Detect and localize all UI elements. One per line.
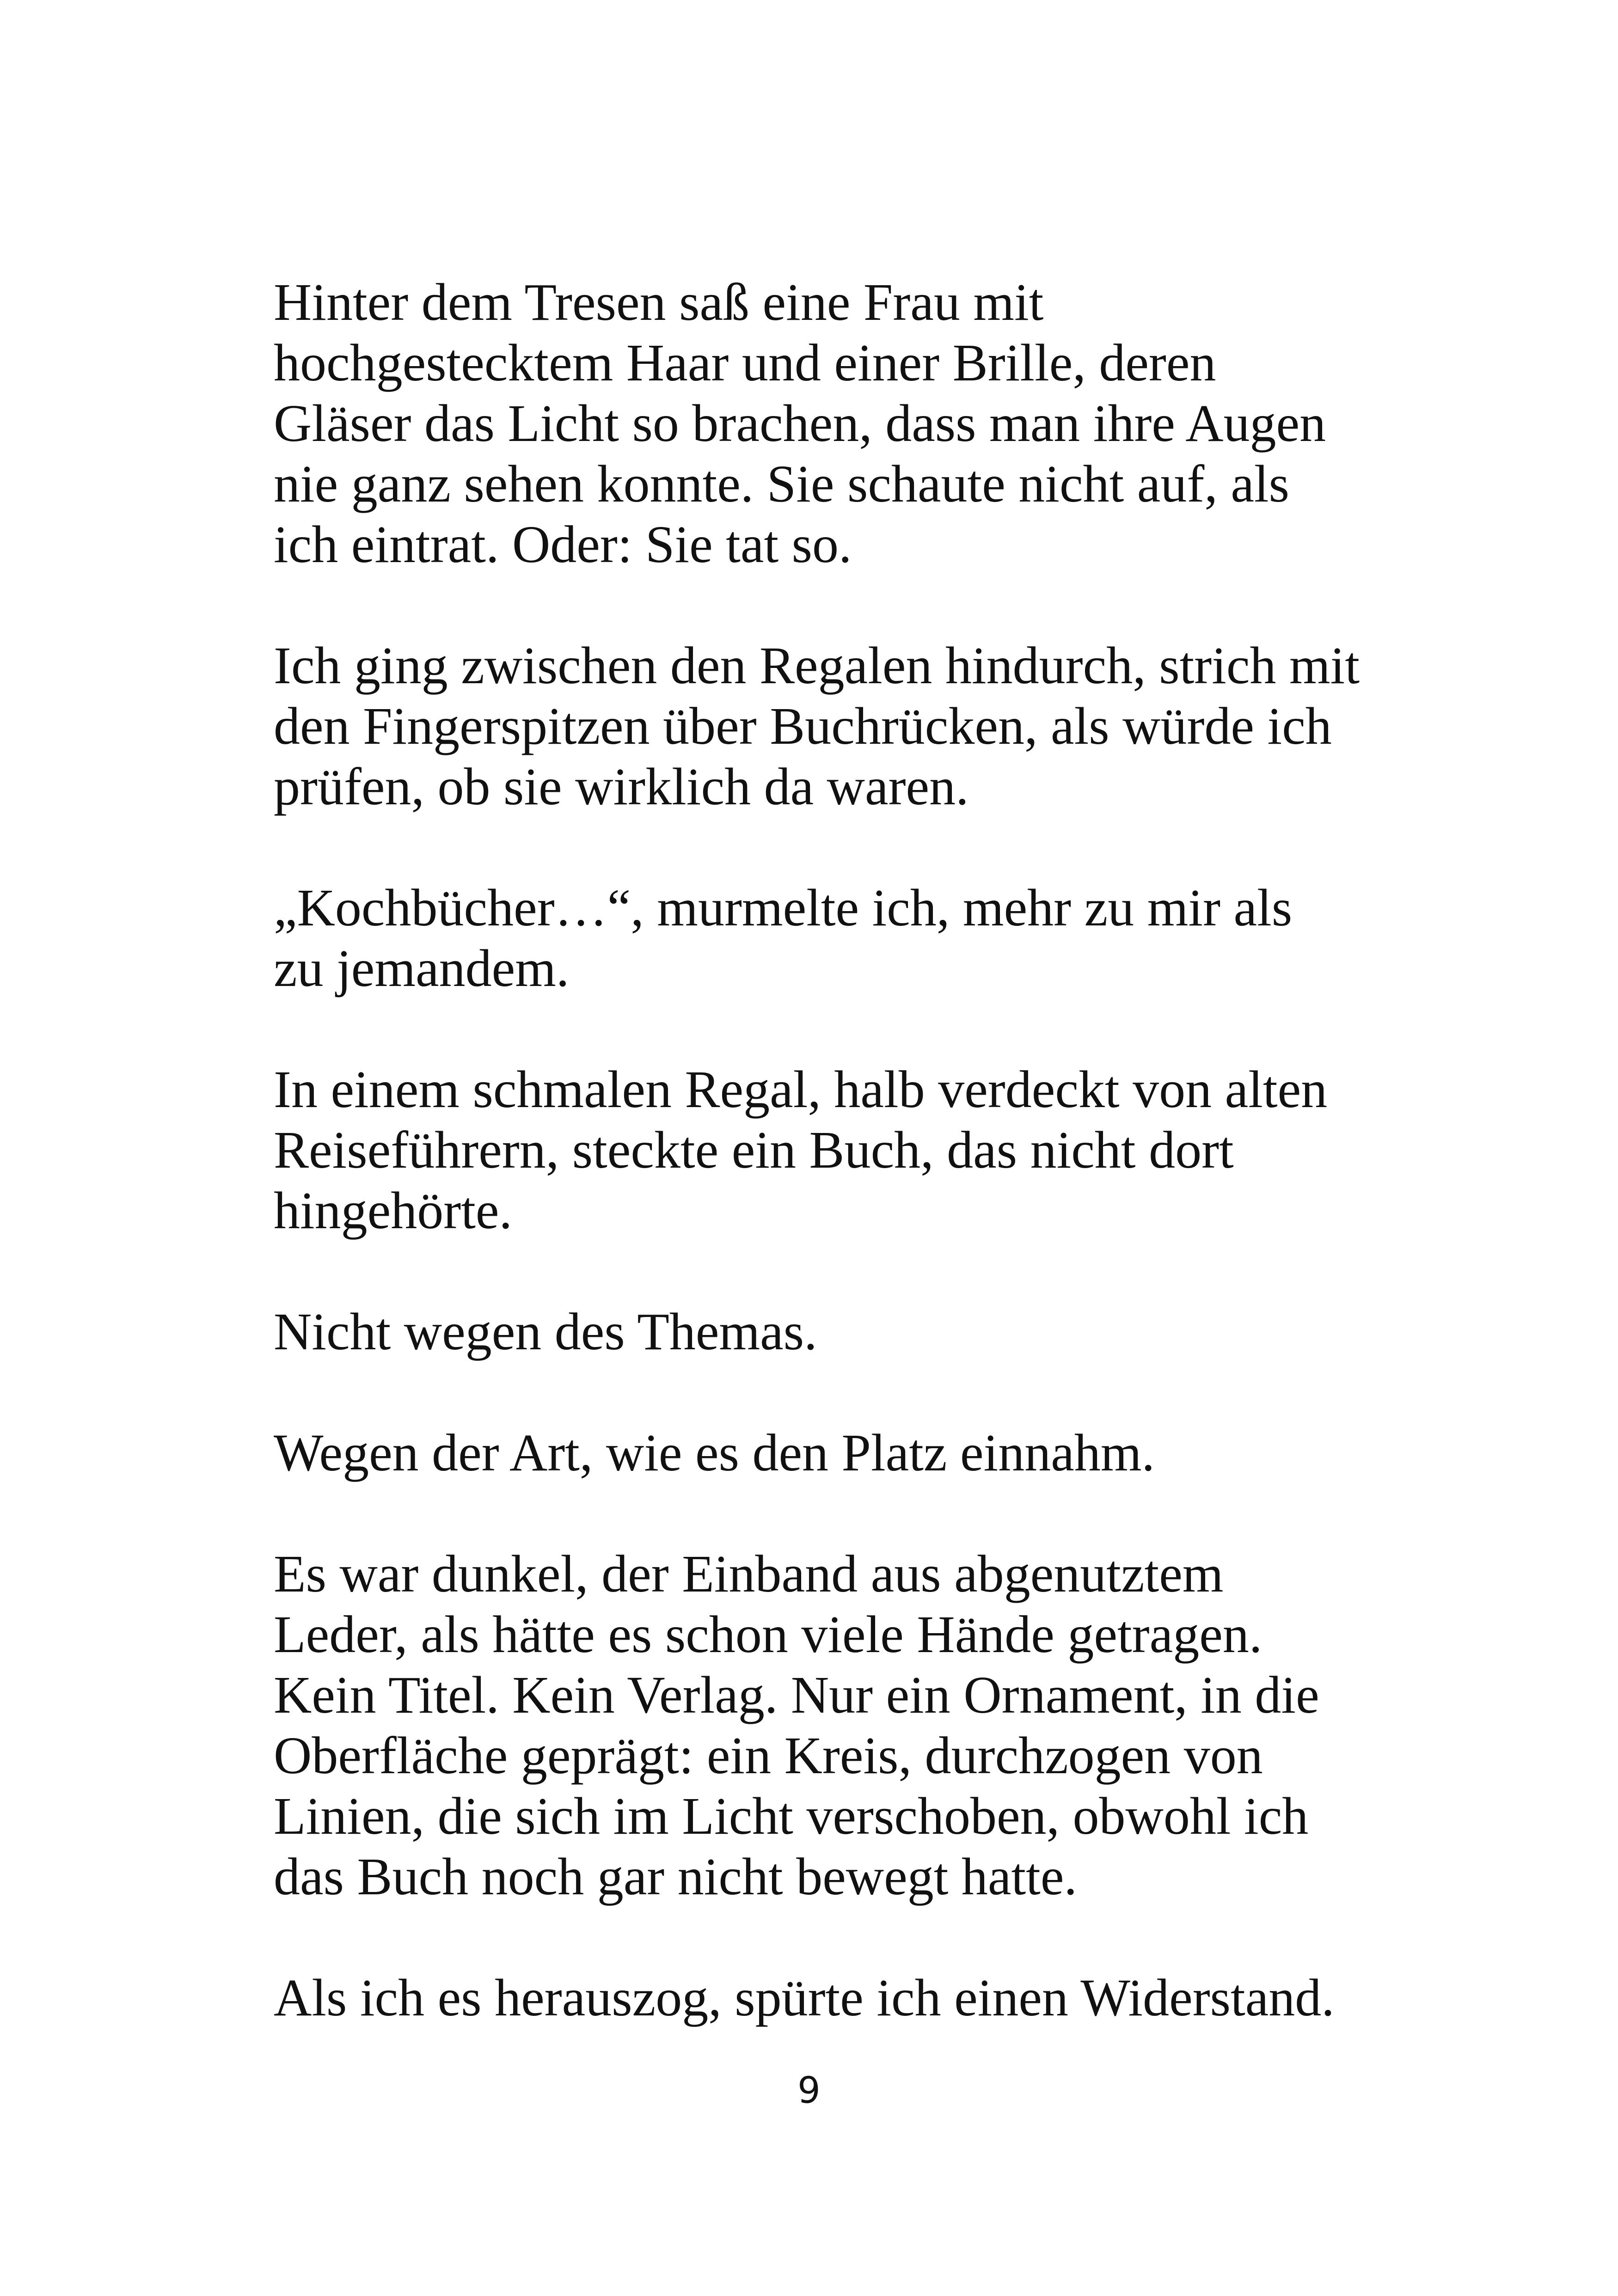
text-line: „Kochbücher…“, murmelte ich, mehr zu mir als — [274, 878, 1293, 937]
paragraph — [274, 1967, 1383, 2028]
text-line: Hinter dem Tresen saß eine Frau mit — [274, 273, 1044, 331]
paragraph — [274, 1422, 1383, 1483]
text-line: Wegen der Art, wie es den Platz einnahm. — [274, 1423, 1155, 1482]
text-line: hingehörte. — [274, 1181, 513, 1240]
text-line: prüfen, ob sie wirklich da waren. — [274, 757, 969, 816]
text-line: Als ich es herauszog, spürte ich einen Widerstand. — [274, 1968, 1335, 2027]
body-text — [274, 272, 1383, 2088]
text-line: hochgestecktem Haar und einer Brille, deren — [274, 333, 1216, 392]
page-number: 9 — [797, 2070, 821, 2112]
paragraph — [274, 877, 1383, 998]
paragraph — [274, 635, 1383, 817]
text-line: Nicht wegen des Themas. — [274, 1302, 817, 1361]
text-line: Linien, die sich im Licht verschoben, obwohl ich — [274, 1787, 1309, 1845]
text-line: zu jemandem. — [274, 939, 570, 998]
text-line: In einem schmalen Regal, halb verdeckt von alten — [274, 1060, 1328, 1119]
text-line: Oberfläche geprägt: ein Kreis, durchzogen von — [274, 1726, 1263, 1785]
paragraph — [274, 1301, 1383, 1362]
text-line: Gläser das Licht so brachen, dass man ihre Augen — [274, 394, 1326, 453]
text-line: Kein Titel. Kein Verlag. Nur ein Ornament, in die — [274, 1665, 1319, 1724]
paragraph — [274, 272, 1383, 575]
text-line: Leder, als hätte es schon viele Hände getragen. — [274, 1605, 1263, 1664]
text-line: nie ganz sehen konnte. Sie schaute nicht auf, als — [274, 454, 1289, 513]
text-line: Es war dunkel, der Einband aus abgenutztem — [274, 1544, 1224, 1603]
paragraph — [274, 1059, 1383, 1241]
text-line: Reiseführern, steckte ein Buch, das nicht dort — [274, 1120, 1234, 1179]
text-line: ich eintrat. Oder: Sie tat so. — [274, 515, 852, 574]
text-line: den Fingerspitzen über Buchrücken, als würde ich — [274, 697, 1332, 755]
text-line: Ich ging zwischen den Regalen hindurch, strich mit — [274, 636, 1360, 695]
paragraph — [274, 1543, 1383, 1907]
text-line: das Buch noch gar nicht bewegt hatte. — [274, 1847, 1077, 1906]
